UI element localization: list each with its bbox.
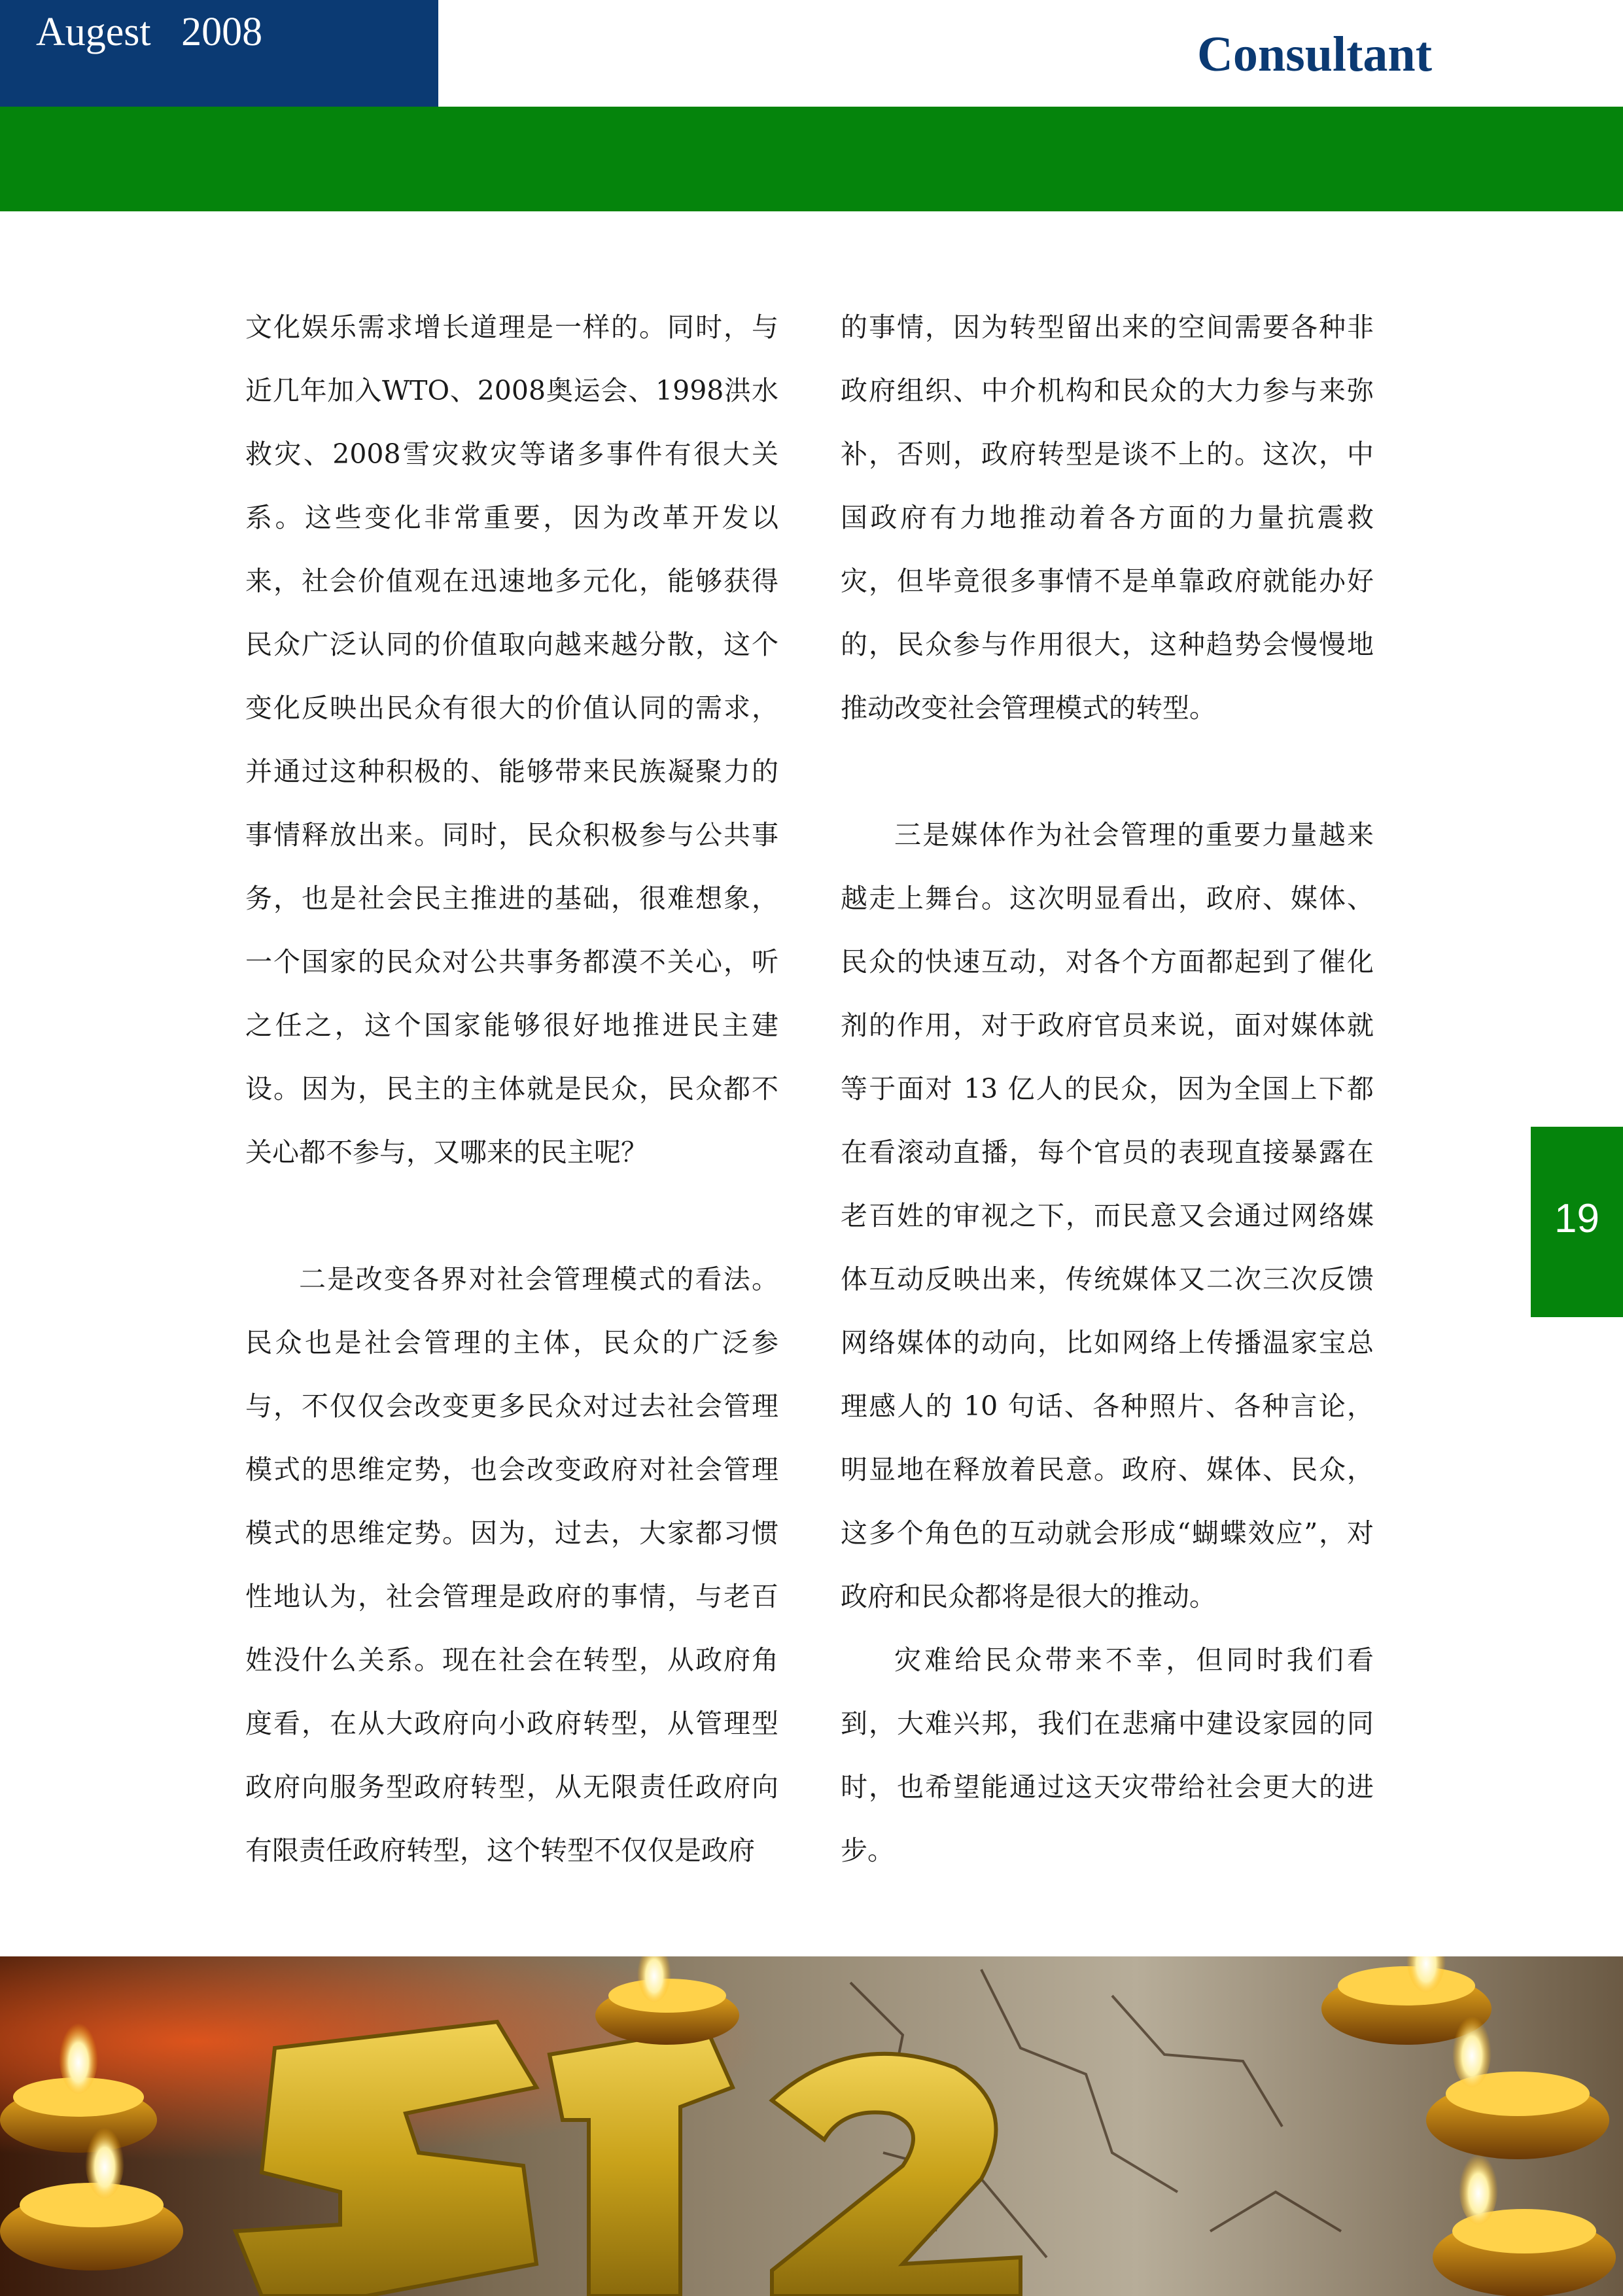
body-column-left: [245, 296, 778, 1882]
header-green-band: [0, 107, 1623, 211]
body-paragraph: 的事情，因为转型留出来的空间需要各种非政府组织、中介机构和民众的大力参与来弥补，否则，政府转型是谈不上的。这次，中国政府有力地推动着各方面的力量抗震救灾，但毕竟很多事情不是单靠政府就能办好的，民众参与作用很大，这种趋势会慢慢地推动改变社会管理模式的转型。: [841, 311, 1374, 724]
magazine-title: Consultant: [1197, 27, 1432, 82]
page-number: 19: [1554, 1196, 1599, 1241]
body-paragraph: 三是媒体作为社会管理的重要力量越来越走上舞台。这次明显看出，政府、媒体、民众的快速互动，对各个方面都起到了催化剂的作用，对于政府官员来说，面对媒体就等于面对 13 亿人的民众，因为全国上下都在看滚动直播，每个官员的表现直接暴露在老百姓的审视之下，而民意又会通过网络媒体互动反映出来，传统媒体又二次三次反馈网络媒体的动向，比如网络上传播温家宝总理感人的 10 句话、各种照片、各种言论，明显地在释放着民意。政府、媒体、民众，这多个角色的互动就会形成“蝴蝶效应”，对政府和民众都将是很大的推动。: [841, 819, 1374, 1612]
memorial-photo: [0, 1956, 1623, 2296]
header-date-box: [0, 0, 438, 107]
issue-date: Augest 2008: [36, 10, 263, 54]
page-number-tab: [1531, 1127, 1623, 1317]
body-paragraph: 灾难给民众带来不幸，但同时我们看到，大难兴邦，我们在悲痛中建设家园的同时，也希望能通过这天灾带给社会更大的进步。: [841, 1644, 1374, 1866]
body-column-right: [841, 296, 1374, 1882]
body-paragraph: 文化娱乐需求增长道理是一样的。同时，与近几年加入WTO、2008奥运会、1998洪水救灾、2008雪灾救灾等诸多事件有很大关系。这些变化非常重要，因为改革开发以来，社会价值观在迅速地多元化，能够获得民众广泛认同的价值取向越来越分散，这个变化反映出民众有很大的价值认同的需求，并通过这种积极的、能够带来民族凝聚力的事情释放出来。同时，民众积极参与公共事务，也是社会民主推进的基础，很难想象，一个国家的民众对公共事务都漠不关心，听之任之，这个国家能够很好地推进民主建设。因为，民主的主体就是民众，民众都不关心都不参与，又哪来的民主呢？: [245, 311, 778, 1168]
memorial-photo-illustration: [0, 1956, 1623, 2296]
body-paragraph: 二是改变各界对社会管理模式的看法。民众也是社会管理的主体，民众的广泛参与，不仅仅会改变更多民众对过去社会管理模式的思维定势，也会改变政府对社会管理模式的思维定势。因为，过去，大家都习惯性地认为，社会管理是政府的事情，与老百姓没什么关系。现在社会在转型，从政府角度看，在从大政府向小政府转型，从管理型政府向服务型政府转型，从无限责任政府向有限责任政府转型，这个转型不仅仅是政府: [245, 1263, 778, 1866]
paragraph-gap: [841, 740, 1374, 804]
paragraph-gap: [245, 1184, 778, 1248]
